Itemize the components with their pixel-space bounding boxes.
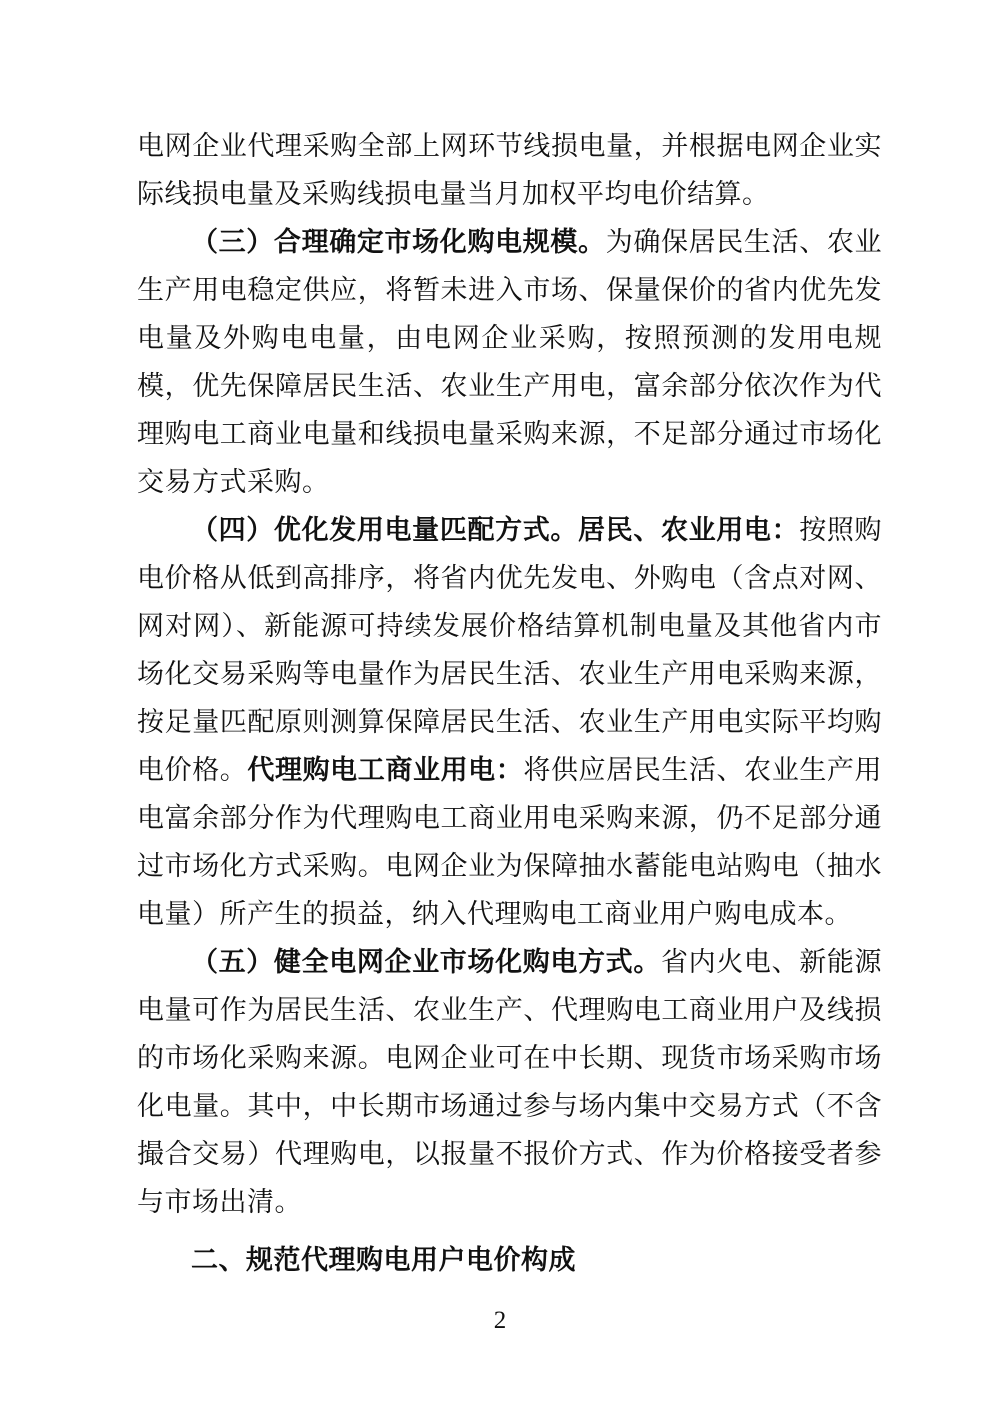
body-text: 省内火电、新能源电量可作为居民生活、农业生产、代理购电工商业用户及线损的市场化采购来源。电网企业可在中长期、现货市场采购市场化电量。其中，中长期市场通过参与场内集中交易方式（不含撮合交易）代理购电，以报量不报价方式、作为价格接受者参与市场出清。: [137, 947, 883, 1217]
paragraph: [137, 506, 882, 938]
paragraph: [137, 218, 882, 506]
paragraph: [137, 122, 882, 218]
document-body: [137, 122, 882, 1284]
body-text: 按照购电价格从低到高排序，将省内优先发电、外购电（含点对网、网对网）、新能源可持续发展价格结算机制电量及其他省内市场化交易采购等电量作为居民生活、农业生产用电采购来源，按足量匹配原则测算保障居民生活、农业生产用电实际平均购电价格。: [137, 515, 883, 785]
bold-text: （四）优化发用电量匹配方式。: [191, 515, 579, 545]
bold-text: （三）合理确定市场化购电规模。: [191, 227, 606, 257]
bold-text: 二、规范代理购电用户电价构成: [191, 1245, 576, 1275]
body-text: 将供应居民生活、农业生产用电富余部分作为代理购电工商业用电采购来源，仍不足部分通过市场化方式采购。电网企业为保障抽水蓄能电站购电（抽水电量）所产生的损益，纳入代理购电工商业用户购电成本。: [137, 755, 883, 929]
bold-text: 居民、农业用电：: [578, 515, 800, 545]
paragraph: [137, 938, 882, 1226]
bold-text: （五）健全电网企业市场化购电方式。: [191, 947, 661, 977]
page-number: 2: [493, 1307, 507, 1334]
bold-text: 代理购电工商业用电：: [247, 755, 524, 785]
body-text: 电网企业代理采购全部上网环节线损电量，并根据电网企业实际线损电量及采购线损电量当月加权平均电价结算。: [137, 131, 882, 209]
section-heading: [137, 1236, 882, 1284]
body-text: 为确保居民生活、农业生产用电稳定供应，将暂未进入市场、保量保价的省内优先发电量及外购电电量，由电网企业采购，按照预测的发用电规模，优先保障居民生活、农业生产用电，富余部分依次作为代理购电工商业电量和线损电量采购来源，不足部分通过市场化交易方式采购。: [137, 227, 882, 497]
